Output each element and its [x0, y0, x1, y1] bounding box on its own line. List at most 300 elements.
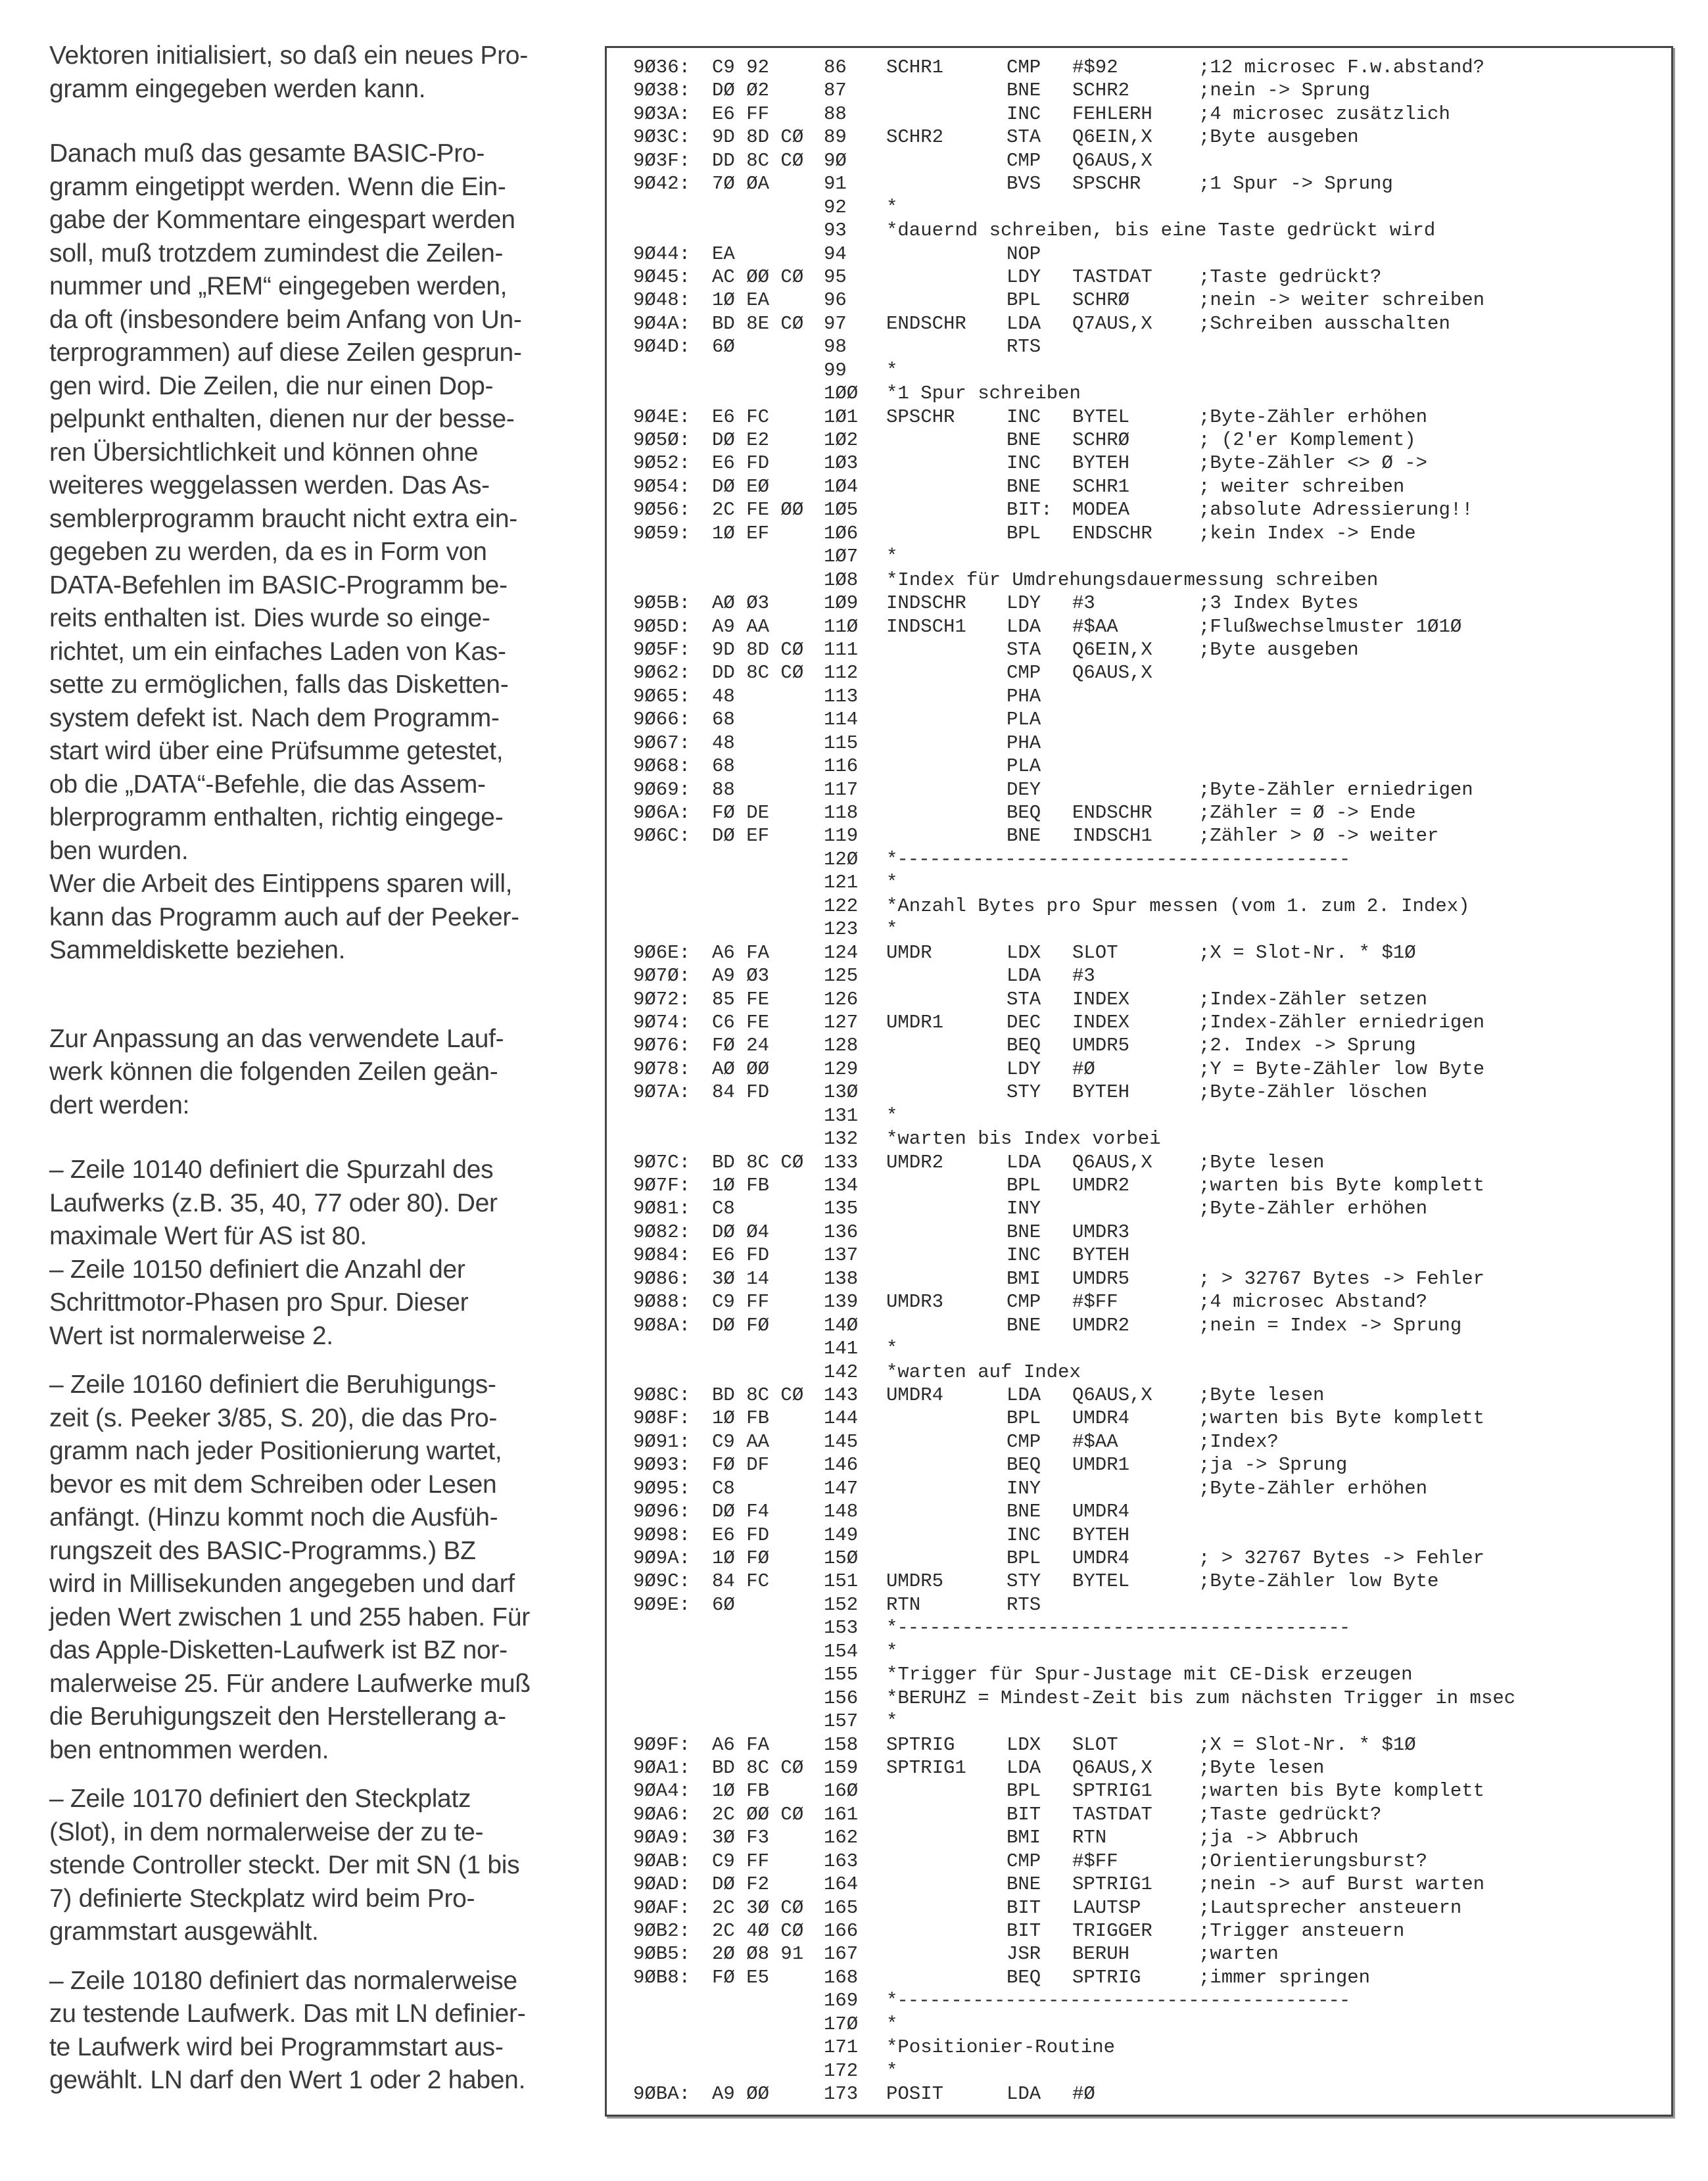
listing-machine-code: 1Ø EA [712, 289, 770, 312]
listing-operand: SCHRØ [1072, 289, 1130, 312]
listing-opcode: BIT [1007, 1896, 1041, 1919]
listing-comment: ;Byte-Zähler low Byte [1198, 1570, 1439, 1593]
listing-address: 9Ø7C: [633, 1151, 691, 1173]
listing-operand: SLOT [1072, 941, 1118, 964]
listing-address: 9Ø7F: [633, 1175, 691, 1196]
listing-address: 9Ø98: [633, 1524, 691, 1546]
listing-opcode: BPL [1007, 1175, 1041, 1196]
listing-line-number: 115 [824, 732, 859, 754]
listing-opcode: LDY [1007, 266, 1041, 288]
listing-line-number: 144 [824, 1407, 859, 1430]
listing-opcode: INY [1007, 1477, 1041, 1499]
listing-row [633, 1524, 1658, 1547]
listing-comment: ;X = Slot-Nr. * $1Ø [1198, 1733, 1416, 1756]
listing-address: 9Ø91: [633, 1430, 691, 1453]
listing-opcode: BPL [1007, 1407, 1041, 1430]
listing-opcode: BNE [1007, 429, 1041, 451]
listing-address: 9Ø56: [633, 499, 691, 521]
listing-label: UMDR4 [886, 1384, 944, 1406]
listing-opcode: INC [1007, 1244, 1041, 1267]
listing-line-number: 168 [824, 1966, 859, 1988]
listing-row [633, 335, 1658, 358]
listing-operand: BYTEL [1072, 1570, 1130, 1593]
listing-line-number: 127 [824, 1011, 859, 1033]
listing-opcode: LDY [1007, 1058, 1041, 1080]
listing-machine-code: C9 FF [712, 1291, 770, 1313]
listing-machine-code: 6Ø [712, 336, 735, 358]
listing-line-number: 138 [824, 1267, 859, 1290]
listing-operand: Q6AUS,X [1072, 1384, 1152, 1406]
listing-line-number: 111 [824, 638, 859, 661]
listing-operand: SCHR2 [1072, 80, 1130, 102]
listing-row [633, 592, 1658, 615]
listing-operand: BERUH [1072, 1943, 1130, 1965]
listing-opcode: LDA [1007, 2083, 1041, 2105]
listing-opcode: CMP [1007, 662, 1041, 684]
text-line: sette zu ermöglichen, falls das Disketten- [49, 670, 509, 699]
listing-row [633, 545, 1658, 568]
listing-line-number: 1Ø9 [824, 592, 859, 615]
listing-operand: BYTEH [1072, 1244, 1130, 1267]
listing-opcode: LDA [1007, 965, 1041, 987]
listing-machine-code: E6 FC [712, 406, 770, 428]
listing-row [633, 895, 1658, 918]
listing-comment: ; > 32767 Bytes -> Fehler [1198, 1267, 1485, 1290]
listing-address: 9Ø66: [633, 709, 691, 731]
listing-line-number: 169 [824, 1990, 859, 2012]
listing-line-number: 14Ø [824, 1314, 859, 1336]
listing-opcode: BNE [1007, 475, 1041, 498]
listing-separator: *------------------------------------------ [886, 1990, 1350, 2012]
text-line: reits enthalten ist. Dies wurde so einge- [49, 604, 490, 632]
listing-line-number: 1Ø3 [824, 452, 859, 475]
text-line: system defekt ist. Nach dem Programm- [49, 703, 500, 732]
text-line: 7) definierte Steckplatz wird beim Pro- [49, 1884, 475, 1913]
listing-line-number: 1Ø6 [824, 522, 859, 544]
listing-comment: ;Byte ausgeben [1198, 126, 1359, 149]
text-line: rungszeit des BASIC-Programms.) BZ [49, 1536, 476, 1565]
text-line: gen wird. Die Zeilen, die nur einen Dop- [49, 371, 494, 400]
paragraph-7 [49, 1369, 569, 1767]
listing-operand: #$FF [1072, 1850, 1118, 1872]
listing-row [633, 1011, 1658, 1034]
text-line: das Apple-Disketten-Laufwerk ist BZ nor- [49, 1636, 508, 1664]
listing-row [633, 498, 1658, 521]
text-line: ren Übersichtlichkeit und können ohne [49, 438, 479, 467]
listing-row [633, 1500, 1658, 1523]
listing-address: 9Ø84: [633, 1244, 691, 1267]
text-line: gramm eingegeben werden kann. [49, 74, 426, 103]
listing-row [633, 2036, 1658, 2059]
listing-address: 9Ø9C: [633, 1570, 691, 1593]
listing-line-number: 114 [824, 709, 859, 731]
listing-label: ENDSCHR [886, 312, 966, 335]
listing-row [633, 289, 1658, 312]
listing-row [633, 732, 1658, 755]
listing-address: 9Ø3A: [633, 103, 691, 125]
paragraph-8 [49, 1783, 569, 1949]
listing-line-number: 96 [824, 289, 847, 312]
listing-line-number: 147 [824, 1477, 859, 1499]
listing-machine-code: DD 8C CØ [712, 662, 804, 684]
text-line: – Zeile 10180 definiert das normalerweise [49, 1966, 517, 1995]
listing-line-number: 163 [824, 1850, 859, 1872]
listing-row [633, 1267, 1658, 1290]
listing-row [633, 149, 1658, 172]
listing-row [633, 1896, 1658, 1919]
text-line: Wert ist normalerweise 2. [49, 1321, 333, 1350]
text-line: richtet, um ein einfaches Laden von Kas- [49, 637, 506, 666]
listing-address: 9Ø62: [633, 662, 691, 684]
listing-address: 9ØA4: [633, 1780, 691, 1802]
listing-machine-code: DØ FØ [712, 1314, 770, 1336]
listing-address: 9Ø7Ø: [633, 965, 691, 987]
listing-machine-code: C9 FF [712, 1850, 770, 1872]
listing-comment: ;warten bis Byte komplett [1198, 1175, 1485, 1196]
listing-label: INDSCHR [886, 592, 966, 615]
listing-row [633, 1290, 1658, 1313]
listing-row [633, 685, 1658, 708]
listing-machine-code: A6 FA [712, 1733, 770, 1756]
listing-row [633, 1756, 1658, 1779]
listing-row [633, 1919, 1658, 1942]
listing-machine-code: DØ F4 [712, 1501, 770, 1523]
listing-comment-line: * [886, 196, 898, 218]
listing-address: 9Ø5D: [633, 615, 691, 638]
listing-machine-code: 9D 8D CØ [712, 638, 804, 661]
listing-operand: MODEA [1072, 499, 1130, 521]
assembler-listing-box [605, 46, 1673, 2117]
listing-address: 9Ø93: [633, 1454, 691, 1476]
listing-row [633, 79, 1658, 102]
text-line: ob die „DATA“-Befehle, die das Assem- [49, 770, 486, 799]
listing-opcode: STY [1007, 1081, 1041, 1104]
listing-machine-code: 68 [712, 709, 735, 731]
listing-machine-code: C9 AA [712, 1430, 770, 1453]
listing-operand: Q6AUS,X [1072, 149, 1152, 172]
text-line: – Zeile 10150 definiert die Anzahl der [49, 1255, 465, 1284]
text-line: – Zeile 10170 definiert den Steckplatz [49, 1785, 471, 1813]
listing-line-number: 129 [824, 1058, 859, 1080]
listing-opcode: CMP [1007, 1850, 1041, 1872]
listing-row [633, 2059, 1658, 2082]
listing-comment: ;Byte-Zähler löschen [1198, 1081, 1428, 1104]
listing-operand: BYTEH [1072, 1081, 1130, 1104]
listing-operand: INDEX [1072, 1011, 1130, 1033]
listing-opcode: CMP [1007, 149, 1041, 172]
listing-address: 9Ø38: [633, 80, 691, 102]
listing-machine-code: EA [712, 243, 735, 265]
listing-row [633, 1058, 1658, 1081]
listing-operand: #$AA [1072, 615, 1118, 638]
listing-address: 9Ø8F: [633, 1407, 691, 1430]
listing-row [633, 522, 1658, 545]
listing-line-number: 155 [824, 1664, 859, 1686]
listing-row [633, 475, 1658, 498]
listing-line-number: 154 [824, 1640, 859, 1662]
listing-line-number: 132 [824, 1128, 859, 1150]
listing-opcode: BNE [1007, 1314, 1041, 1336]
listing-address: 9ØA9: [633, 1827, 691, 1849]
listing-machine-code: DØ Ø4 [712, 1221, 770, 1243]
listing-address: 9ØB5: [633, 1943, 691, 1965]
listing-opcode: BNE [1007, 825, 1041, 847]
text-line: gramm eingetippt werden. Wenn die Ein- [49, 172, 506, 201]
listing-line-number: 87 [824, 80, 847, 102]
listing-machine-code: 1Ø FB [712, 1780, 770, 1802]
listing-row [633, 964, 1658, 987]
listing-row [633, 219, 1658, 242]
listing-address: 9Ø59: [633, 522, 691, 544]
listing-machine-code: FØ 24 [712, 1035, 770, 1057]
listing-line-number: 88 [824, 103, 847, 125]
listing-line-number: 15Ø [824, 1547, 859, 1569]
listing-address: 9Ø4D: [633, 336, 691, 358]
listing-row [633, 1384, 1658, 1407]
listing-label: UMDR3 [886, 1291, 944, 1313]
listing-comment: ;Index-Zähler erniedrigen [1198, 1011, 1485, 1033]
listing-opcode: BEQ [1007, 1035, 1041, 1057]
listing-comment: ;Index? [1198, 1430, 1279, 1453]
listing-row [633, 1314, 1658, 1337]
listing-row [633, 1663, 1658, 1686]
listing-row [633, 918, 1658, 941]
listing-comment: ;warten [1198, 1943, 1279, 1965]
listing-opcode: INC [1007, 1524, 1041, 1546]
listing-comment: ;4 microsec zusätzlich [1198, 103, 1450, 125]
listing-line-number: 164 [824, 1873, 859, 1896]
listing-label: UMDR [886, 941, 932, 964]
listing-line-number: 153 [824, 1617, 859, 1639]
listing-row [633, 1733, 1658, 1756]
text-line: – Zeile 10160 definiert die Beruhigungs- [49, 1371, 496, 1399]
listing-address: 9Ø69: [633, 778, 691, 801]
text-line: Wer die Arbeit des Eintippens sparen will, [49, 870, 513, 898]
listing-comment-line: *Anzahl Bytes pro Spur messen (vom 1. zum 2. Index) [886, 895, 1470, 917]
prose-column [49, 39, 569, 2098]
listing-separator: *------------------------------------------ [886, 848, 1350, 870]
listing-line-number: 143 [824, 1384, 859, 1406]
listing-line-number: 151 [824, 1570, 859, 1593]
listing-line-number: 171 [824, 2036, 859, 2059]
listing-line-number: 113 [824, 685, 859, 707]
listing-operand: BYTEH [1072, 1524, 1130, 1546]
listing-row [633, 1197, 1658, 1220]
listing-line-number: 145 [824, 1430, 859, 1453]
listing-row [633, 1966, 1658, 1989]
listing-machine-code: AØ Ø3 [712, 592, 770, 615]
listing-machine-code: 84 FC [712, 1570, 770, 1593]
listing-address: 9Ø5F: [633, 638, 691, 661]
listing-address: 9ØA6: [633, 1803, 691, 1825]
listing-address: 9ØB2: [633, 1920, 691, 1942]
listing-address: 9ØAB: [633, 1850, 691, 1872]
listing-row [633, 1127, 1658, 1150]
listing-operand: BYTEH [1072, 452, 1130, 475]
listing-address: 9Ø9A: [633, 1547, 691, 1569]
listing-operand: SPTRIG1 [1072, 1780, 1152, 1802]
listing-address: 9Ø96: [633, 1501, 691, 1523]
listing-operand: UMDR3 [1072, 1221, 1130, 1243]
text-line: kann das Programm auch auf der Peeker- [49, 903, 519, 931]
listing-opcode: BEQ [1007, 1454, 1041, 1476]
listing-line-number: 12Ø [824, 848, 859, 870]
text-line: blerprogramm enthalten, richtig eingege- [49, 803, 504, 832]
listing-opcode: RTS [1007, 336, 1041, 358]
listing-address: 9Ø5Ø: [633, 429, 691, 451]
listing-line-number: 11Ø [824, 615, 859, 638]
listing-line-number: 112 [824, 662, 859, 684]
listing-line-number: 89 [824, 126, 847, 149]
text-line: zeit (s. Peeker 3/85, S. 20), die das Pro- [49, 1403, 498, 1432]
listing-comment: ;nein = Index -> Sprung [1198, 1314, 1462, 1336]
listing-row [633, 1407, 1658, 1430]
listing-machine-code: C9 92 [712, 57, 770, 78]
listing-operand: #$92 [1072, 57, 1118, 78]
listing-opcode: BNE [1007, 1501, 1041, 1523]
listing-line-number: 142 [824, 1361, 859, 1383]
listing-comment: ;nein -> Sprung [1198, 80, 1371, 102]
listing-row [633, 1710, 1658, 1733]
listing-line-number: 1Ø4 [824, 475, 859, 498]
text-line: jeden Wert zwischen 1 und 255 haben. Für [49, 1603, 530, 1631]
listing-machine-code: FØ DF [712, 1454, 770, 1476]
listing-row [633, 1034, 1658, 1057]
paragraph-5 [49, 1154, 569, 1254]
listing-label: UMDR5 [886, 1570, 944, 1593]
listing-comment: ;Zähler = Ø -> Ende [1198, 802, 1416, 824]
listing-row [633, 661, 1658, 684]
listing-comment: ; > 32767 Bytes -> Fehler [1198, 1547, 1485, 1569]
listing-comment-line: * [886, 1104, 898, 1127]
listing-comment: ;Schreiben ausschalten [1198, 312, 1450, 335]
paragraph-3 [49, 868, 569, 968]
text-line: dert werden: [49, 1090, 190, 1119]
listing-line-number: 134 [824, 1175, 859, 1196]
listing-machine-code: DØ EF [712, 825, 770, 847]
listing-row [633, 988, 1658, 1011]
listing-label: SPSCHR [886, 406, 955, 428]
listing-machine-code: DD 8C CØ [712, 149, 804, 172]
listing-line-number: 167 [824, 1943, 859, 1965]
listing-machine-code: DØ Ø2 [712, 80, 770, 102]
listing-address: 9Ø36: [633, 57, 691, 78]
listing-opcode: BIT [1007, 1920, 1041, 1942]
listing-row [633, 1104, 1658, 1127]
listing-address: 9Ø78: [633, 1058, 691, 1080]
listing-row [633, 801, 1658, 824]
text-line: start wird über eine Prüfsumme getestet, [49, 737, 504, 765]
listing-label: SPTRIG1 [886, 1756, 966, 1779]
listing-line-number: 166 [824, 1920, 859, 1942]
listing-opcode: BEQ [1007, 802, 1041, 824]
listing-opcode: BPL [1007, 289, 1041, 312]
listing-row [633, 1687, 1658, 1710]
listing-row [633, 126, 1658, 149]
listing-comment-line: *warten bis Index vorbei [886, 1128, 1161, 1150]
listing-opcode: BPL [1007, 1780, 1041, 1802]
listing-address: 9ØAF: [633, 1896, 691, 1919]
listing-line-number: 119 [824, 825, 859, 847]
listing-operand: #3 [1072, 965, 1095, 987]
listing-row [633, 848, 1658, 871]
listing-opcode: INC [1007, 452, 1041, 475]
listing-line-number: 124 [824, 941, 859, 964]
listing-line-number: 1Ø7 [824, 546, 859, 568]
listing-opcode: LDX [1007, 1733, 1041, 1756]
listing-row [633, 429, 1658, 452]
listing-machine-code: 1Ø FB [712, 1407, 770, 1430]
listing-row [633, 1873, 1658, 1896]
text-line: ben wurden. [49, 836, 189, 865]
listing-line-number: 13Ø [824, 1081, 859, 1104]
listing-address: 9Ø68: [633, 755, 691, 778]
listing-operand: #$AA [1072, 1430, 1118, 1453]
listing-operand: INDSCH1 [1072, 825, 1152, 847]
listing-operand: UMDR5 [1072, 1267, 1130, 1290]
text-line: Laufwerks (z.B. 35, 40, 77 oder 80). Der [49, 1188, 498, 1217]
listing-line-number: 116 [824, 755, 859, 778]
listing-row [633, 103, 1658, 126]
listing-opcode: PLA [1007, 709, 1041, 731]
listing-comment-line: * [886, 1338, 898, 1360]
listing-machine-code: 2C FE ØØ [712, 499, 804, 521]
listing-line-number: 16Ø [824, 1780, 859, 1802]
listing-opcode: INC [1007, 406, 1041, 428]
listing-opcode: STA [1007, 988, 1041, 1010]
listing-row [633, 312, 1658, 335]
listing-opcode: LDA [1007, 1756, 1041, 1779]
listing-line-number: 86 [824, 57, 847, 78]
listing-comment: ;2. Index -> Sprung [1198, 1035, 1416, 1057]
listing-label: INDSCH1 [886, 615, 966, 638]
listing-row [633, 2082, 1658, 2105]
text-line: bevor es mit dem Schreiben oder Lesen [49, 1470, 497, 1499]
listing-row [633, 1803, 1658, 1826]
listing-address: 9Ø45: [633, 266, 691, 288]
listing-row [633, 615, 1658, 638]
listing-row [633, 1850, 1658, 1873]
listing-row [633, 1244, 1658, 1267]
paragraph-2 [49, 137, 569, 868]
text-line: terprogrammen) auf diese Zeilen gesprun- [49, 339, 522, 367]
listing-label: UMDR1 [886, 1011, 944, 1033]
listing-operand: Q7AUS,X [1072, 312, 1152, 335]
listing-operand: UMDR4 [1072, 1501, 1130, 1523]
listing-address: 9Ø48: [633, 289, 691, 312]
listing-row [633, 941, 1658, 964]
listing-operand: #Ø [1072, 1058, 1095, 1080]
listing-opcode: LDY [1007, 592, 1041, 615]
listing-comment: ;Byte ausgeben [1198, 638, 1359, 661]
listing-operand: #Ø [1072, 2083, 1095, 2105]
listing-machine-code: DØ E2 [712, 429, 770, 451]
listing-opcode: BNE [1007, 80, 1041, 102]
listing-machine-code: 6Ø [712, 1593, 735, 1616]
listing-machine-code: 68 [712, 755, 735, 778]
listing-address: 9Ø6E: [633, 941, 691, 964]
listing-address: 9Ø9F: [633, 1733, 691, 1756]
listing-address: 9Ø88: [633, 1291, 691, 1313]
listing-line-number: 158 [824, 1733, 859, 1756]
listing-comment: ;absolute Adressierung!! [1198, 499, 1473, 521]
listing-operand: UMDR2 [1072, 1175, 1130, 1196]
listing-row [633, 569, 1658, 592]
listing-comment-line: * [886, 918, 898, 941]
listing-comment: ;Taste gedrückt? [1198, 1803, 1382, 1825]
listing-row [633, 1593, 1658, 1616]
listing-opcode: STY [1007, 1570, 1041, 1593]
